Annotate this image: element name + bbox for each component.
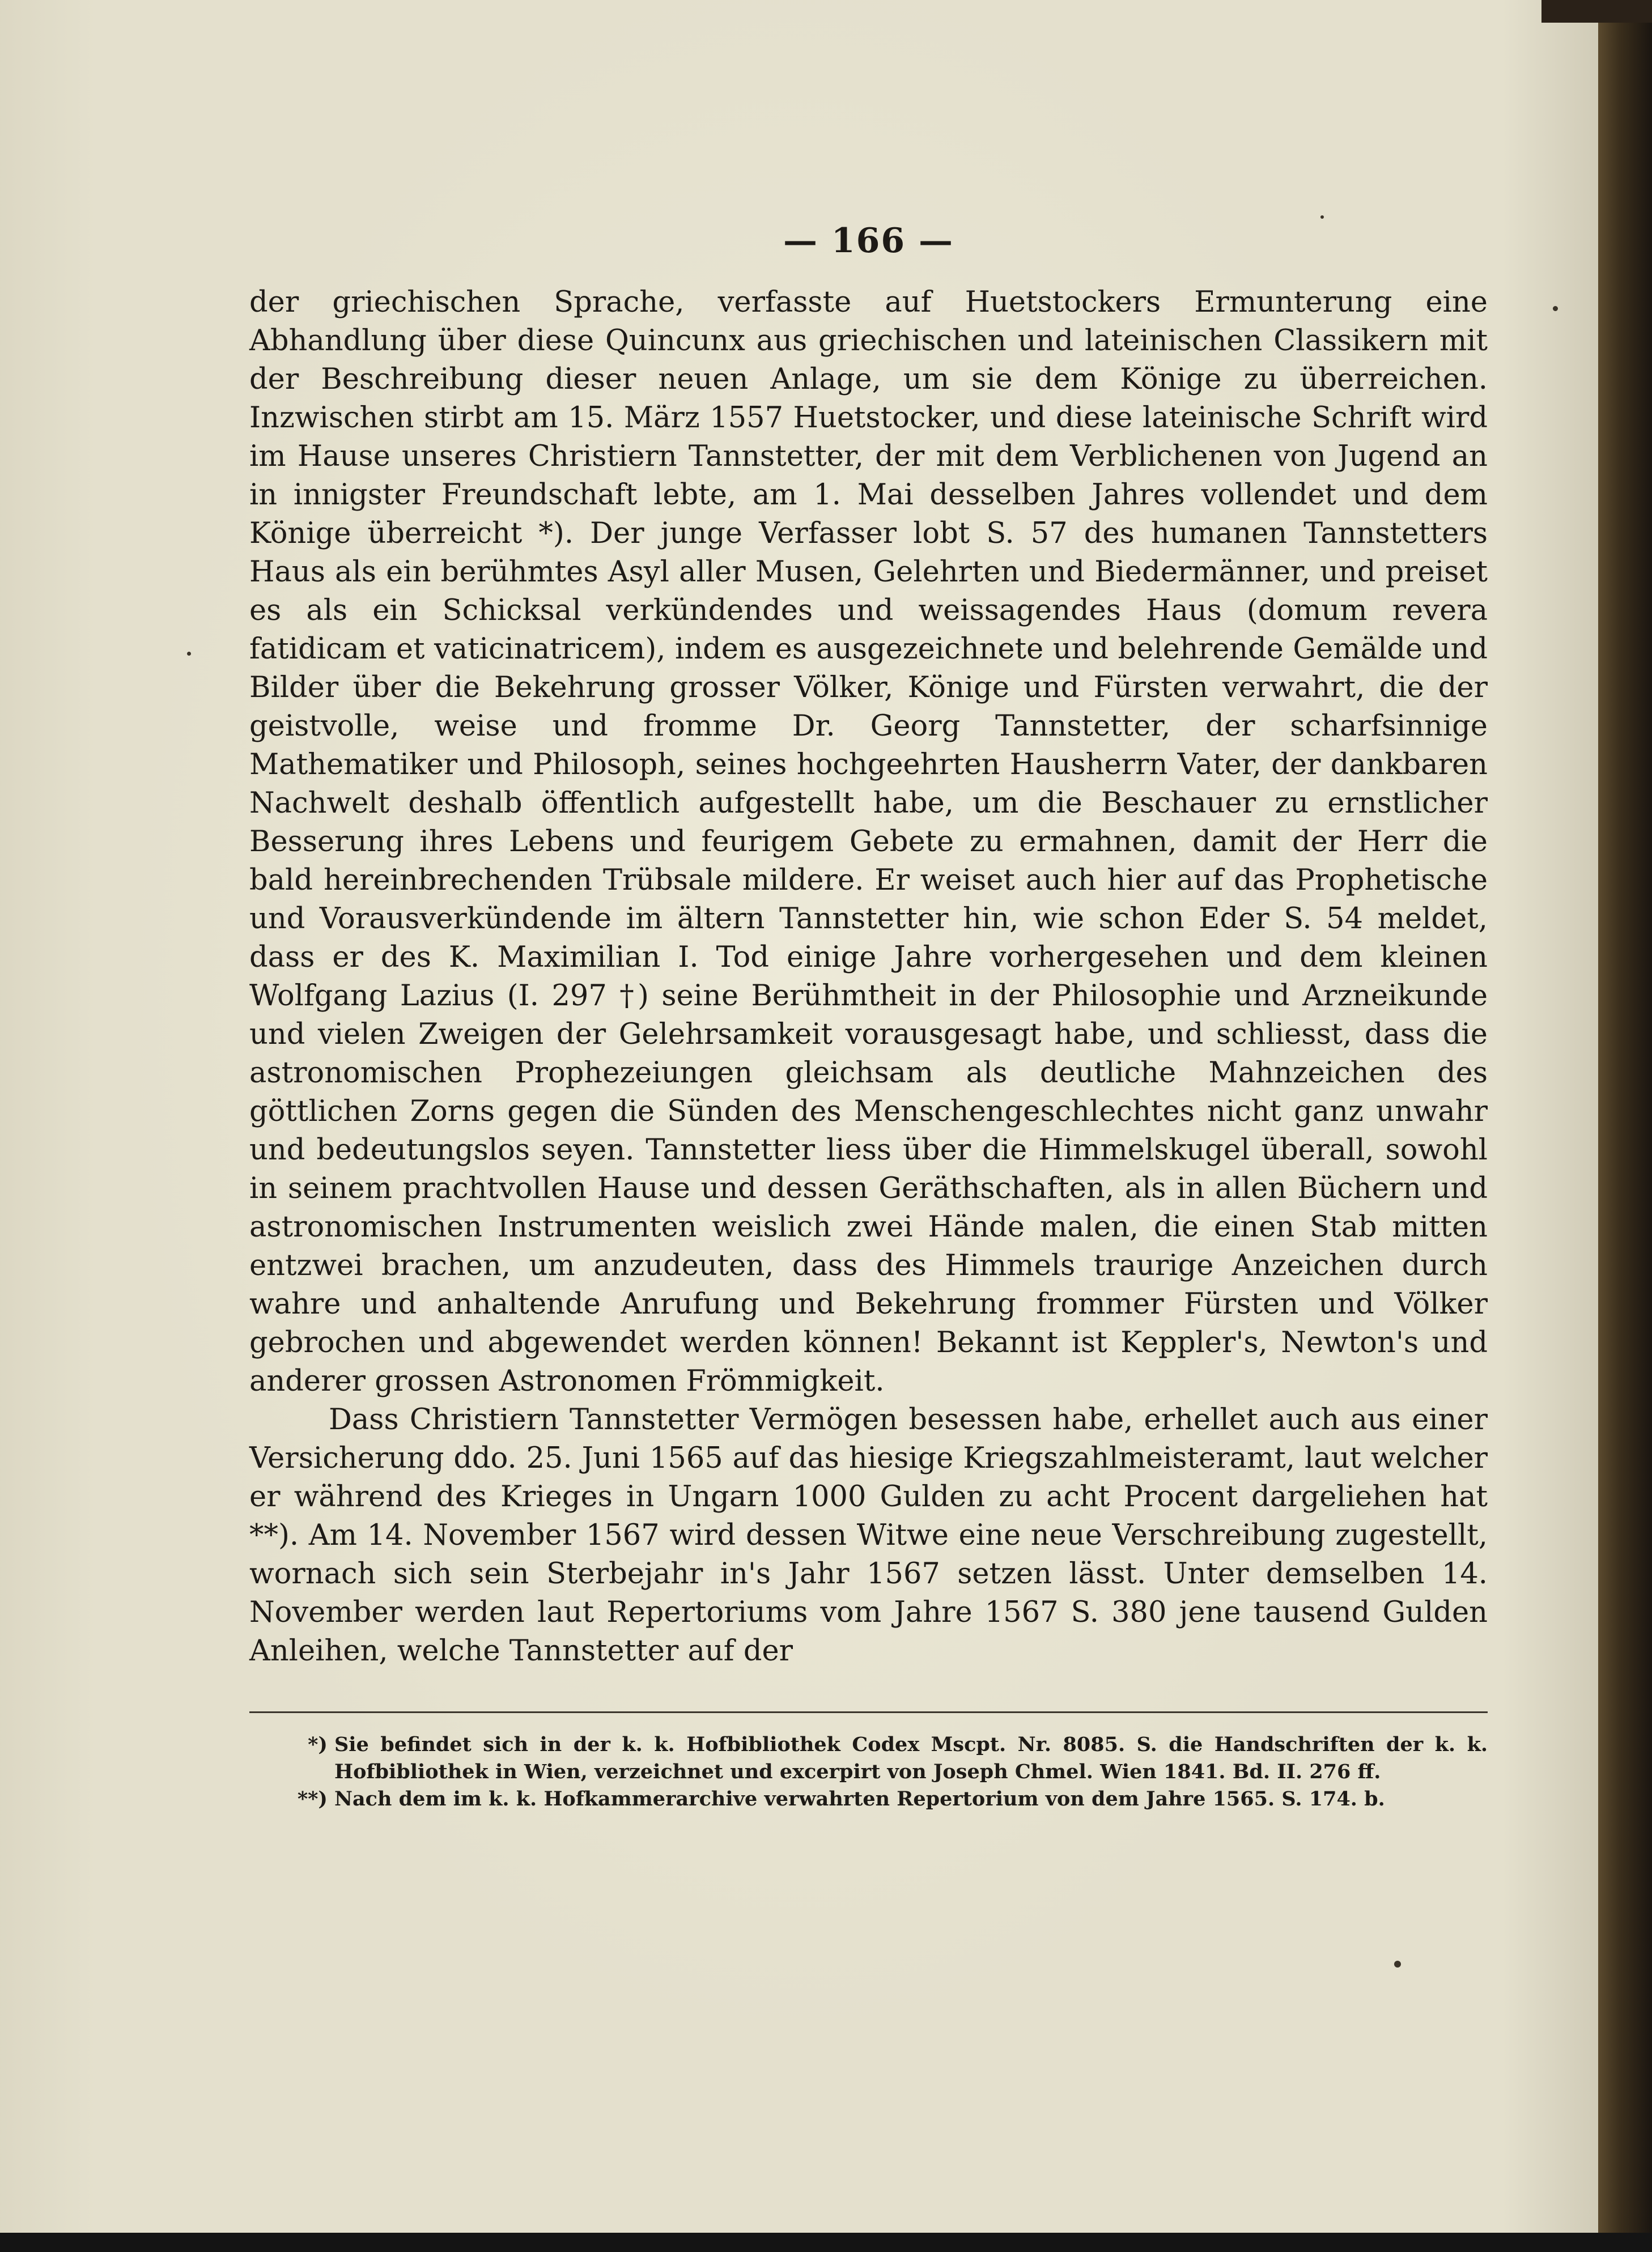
footnote-2-mark: **): [297, 1787, 328, 1811]
footnote-1: [249, 1731, 1488, 1786]
page-content: [249, 215, 1488, 1813]
book-cover-corner: [1541, 0, 1652, 23]
footnote-1-mark: *): [308, 1733, 328, 1756]
body-paragraph-2: Dass Christiern Tannstetter Vermögen besessen habe, erhellet auch aus einer Versicherung ddo. 25. Juni 1565 auf das hiesige Kriegszahlmeisteramt, laut welcher er während des Krieges in Ungarn 1000 Gulden zu acht Procent dargeliehen hat **). Am 14. November 1567 wird dessen Witwe eine neue Verschreibung zugestellt, wornach sich sein Sterbejahr in's Jahr 1567 setzen lässt. Unter demselben 14. November werden laut Repertoriums vom Jahre 1567 S. 380 jene tausend Gulden Anleihen, welche Tannstetter auf der: [249, 1403, 1488, 1668]
page-speck: [1553, 306, 1558, 311]
footnote-2: [249, 1786, 1488, 1813]
book-spine-edge: [1598, 0, 1652, 2252]
page-speck: [1394, 1961, 1401, 1968]
page-number: — 166 —: [783, 221, 954, 261]
footnotes: [249, 1731, 1488, 1813]
page-speck: [187, 652, 191, 656]
body-paragraph-1: der griechischen Sprache, verfasste auf Huetstockers Ermunterung eine Abhandlung über diese Quincunx aus griechischen und lateinischen Classikern mit der Beschreibung dieser neuen Anlage, um sie dem Könige zu überreichen. Inzwischen stirbt am 15. März 1557 Huetstocker, und diese lateinische Schrift wird im Hause unseres Christiern Tannstetter, der mit dem Verblichenen von Jugend an in innigster Freundschaft lebte, am 1. Mai desselben Jahres vollendet und dem Könige überreicht *). Der junge Verfasser lobt S. 57 des humanen Tannstetters Haus als ein berühmtes Asyl aller Musen, Gelehrten und Biedermänner, und preiset es als ein Schicksal verkündendes und weissagendes Haus (domum revera fatidicam et vaticinatricem), indem es ausgezeichnete und belehrende Gemälde und Bilder über die Bekehrung grosser Völker, Könige und Fürsten verwahrt, die der geistvolle, weise und fromme Dr. Georg Tannstetter, der scharfsinnige Mathematiker und Philosoph, seines hochgeehrten Hausherrn Vater, der dankbaren Nachwelt deshalb öffentlich aufgestellt habe, um die Beschauer zu ernstlicher Besserung ihres Lebens und feurigem Gebete zu ermahnen, damit der Herr die bald hereinbrechenden Trübsale mildere. Er weiset auch hier auf das Prophetische und Vorausverkündende im ältern Tannstetter hin, wie schon Eder S. 54 meldet, dass er des K. Maximilian I. Tod einige Jahre vorhergesehen und dem kleinen Wolfgang Lazius (I. 297 †) seine Berühmtheit in der Philosophie und Arzneikunde und vielen Zweigen der Gelehrsamkeit vorausgesagt habe, und schliesst, dass die astronomischen Prophezeiungen gleichsam als deutliche Mahnzeichen des göttlichen Zorns gegen die Sünden des Menschengeschlechtes nicht ganz unwahr und bedeutungslos seyen. Tannstetter liess über die Himmelskugel überall, sowohl in seinem prachtvollen Hause und dessen Geräthschaften, als in allen Büchern und astronomischen Instrumenten weislich zwei Hände malen, die einen Stab mitten entzwei brachen, um anzudeuten, dass des Himmels traurige Anzeichen durch wahre und anhaltende Anrufung und Bekehrung frommer Fürsten und Völker gebrochen und abgewendet werden können! Bekannt ist Keppler's, Newton's und anderer grossen Astronomen Frömmigkeit.: [249, 286, 1488, 1398]
scan-border: [0, 2233, 1652, 2252]
footnote-1-text: Sie befindet sich in der k. k. Hofbibliothek Codex Mscpt. Nr. 8085. S. die Handschriften der k. k. Hofbibliothek in Wien, verzeichnet und excerpirt von Joseph Chmel. Wien 1841. Bd. II. 276 ff.: [334, 1733, 1488, 1783]
footnote-2-text: Nach dem im k. k. Hofkammerarchive verwahrten Repertorium von dem Jahre 1565. S. 174. b.: [334, 1787, 1385, 1811]
footnote-divider: [249, 1711, 1488, 1713]
